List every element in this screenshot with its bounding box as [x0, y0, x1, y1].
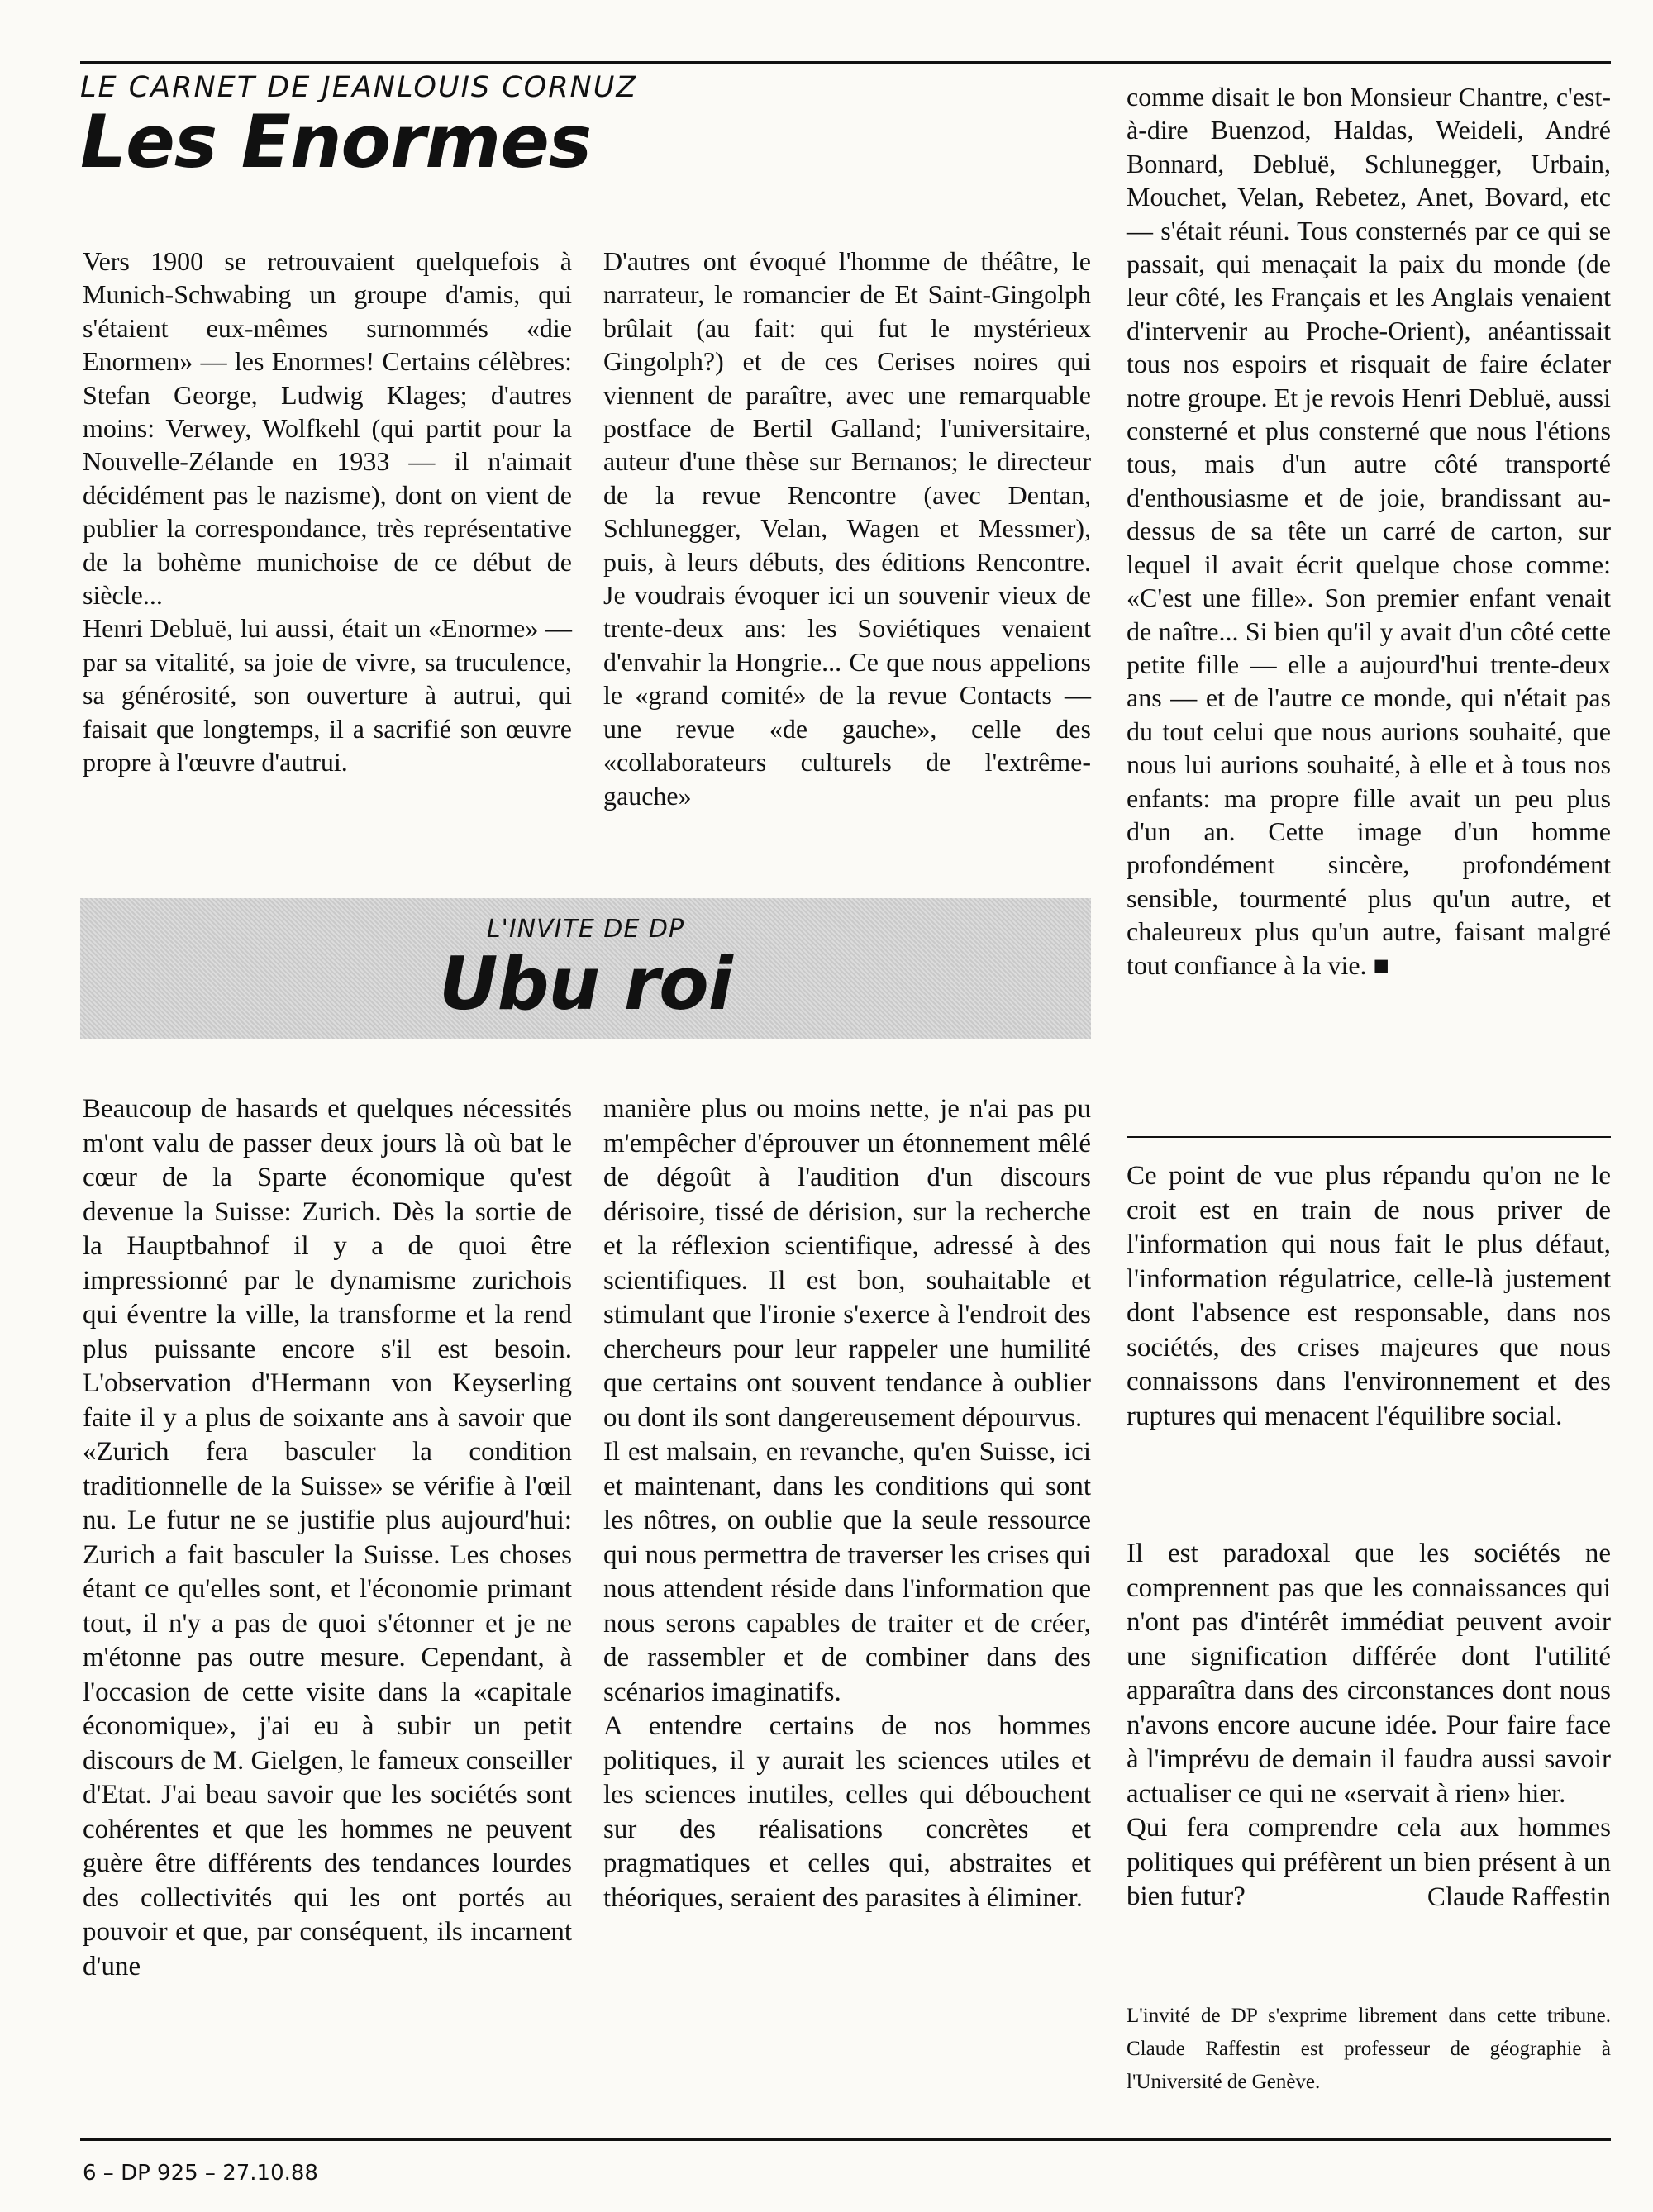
article1-column-1 [83, 245, 572, 852]
article2-column-1 [83, 1092, 572, 2109]
article1-paragraph: Henri Debluë, lui aussi, était un «Enorme» — par sa vitalité, sa joie de vivre, sa truculence, sa générosité, son ouverture à autrui, qui faisait que longtemps, il a sacrifié son œuvre propre à l'œuvre d'autrui. [83, 613, 572, 778]
article2-paragraph: Il est malsain, en revanche, qu'en Suisse, ici et maintenant, dans les conditions qui sont les nôtres, on oublie que la seule ressource qui nous permettra de traverser les crises qui nous attendent réside dans l'information que nous serons capables de traiter et de créer, de rassembler et de combiner dans des scénarios imaginatifs. [603, 1437, 1091, 1707]
article2-paragraph: Beaucoup de hasards et quelques nécessités m'ont valu de passer deux jours là où bat le cœur de la Sparte économique qu'est devenue la Suisse: Zurich. Dès la sortie de la Hauptbahnof il y a de quoi être impressionné par le dynamisme zurichois qui éventre la ville, la transforme et la rend plus puissante encore s'il est besoin. L'observation d'Hermann von Keyserling faite il y a plus de soixante ans à savoir que «Zurich fera basculer la condition traditionnelle de la Suisse» se vérifie à l'œil nu. Le futur ne se justifie plus aujourd'hui: Zurich a fait basculer la Suisse. Les choses étant ce qu'elles sont, et l'économie primant tout, il n'y a pas de quoi s'étonner et je ne m'étonne pas outre mesure. Cependant, à l'occasion de cette visite dans la «capitale économique», j'ai eu à subir un petit discours de M. Gielgen, le fameux conseiller d'Etat. J'ai beau savoir que les sociétés sont cohérentes et que les hommes ne peuvent guère être différents des tendances lourdes des collectivités qui les ont portés au pouvoir et que, par conséquent, ils incarnent d'une [83, 1094, 572, 1981]
page-footer: 6 – DP 925 – 27.10.88 [83, 2161, 318, 2186]
author-signature: Claude Raffestin [1427, 1882, 1611, 1912]
column-separator-rule [1127, 1136, 1611, 1138]
article2-column-3 [1127, 1159, 1611, 1535]
article1-paragraph: comme disait le bon Monsieur Chantre, c'est-à-dire Buenzod, Haldas, Weideli, André Bonnard, Debluë, Schlunegger, Urbain, Mouchet, Velan, Rebetez, Anet, Bovard, etc — s'était réuni. Tous consternés par ce qui se passait, qui menaçait la paix du monde (de leur côté, les Français et les Anglais venaient d'intervenir au Proche-Orient), anéantissait tous nos espoirs et risquait de faire éclater notre groupe. Et je revois Henri Debluë, aussi consterné et plus consterné que nous l'étions tous, mais d'un autre côté transporté d'enthousiasme et de joie, brandissant au-dessus de sa tête un carré de carton, sur lequel il avait écrit quelque chose comme: «C'est une fille». Son premier enfant venait de naître... Si bien qu'il y avait d'un côté cette petite fille — elle a aujourd'hui trente-deux ans — et de l'autre ce monde, qui n'était pas du tout celui que nous aurions souhaité, que nous lui aurions souhaité, à elle et à tous nos enfants: ma propre fille avait un peu plus d'un an. Cette image d'un homme profondément sincère, profondément sensible, tourmenté plus qu'un autre, et chaleureux plus qu'un autre, faisant malgré tout confiance à la vie. ■ [1127, 82, 1611, 980]
article2-paragraph: A entendre certains de nos hommes politiques, il y aurait les sciences utiles et les sciences inutiles, celles qui débouchent sur des réalisations concrètes et pragmatiques et celles qui, abstraites et théoriques, seraient des parasites à éliminer. [603, 1711, 1091, 1913]
article1-paragraph: D'autres ont évoqué l'homme de théâtre, le narrateur, le romancier de Et Saint-Gingolph brûlait (au fait: qui fut le mystérieux Gingolph?) et de ces Cerises noires qui viennent de paraître, avec une remarquable postface de Bertil Galland; l'universitaire, auteur d'une thèse sur Bernanos; le directeur de la revue Rencontre (avec Dentan, Schlunegger, Velan, Wagen et Messmer), puis, à leurs débuts, des éditions Rencontre. Je voudrais évoquer ici un souvenir vieux de trente-deux ans: les Soviétiques venaient d'envahir la Hongrie... Ce que nous appelions le «grand comité» de la revue Contacts — une revue «de gauche», celle des «collaborateurs culturels de l'extrême-gauche» [603, 246, 1091, 811]
article1-column-2 [603, 245, 1091, 852]
article1-column-3 [1127, 80, 1611, 1096]
article2-kicker: L'INVITE DE DP [486, 915, 685, 944]
article2-title: Ubu roi [439, 941, 732, 1026]
article1-kicker: LE CARNET DE JEANLOUIS CORNUZ [80, 71, 638, 104]
article2-paragraph: manière plus ou moins nette, je n'ai pas pu m'empêcher d'éprouver un étonnement mêlé de dégoût à l'audition d'un discours dérisoire, tissé de dérision, sur la recherche et la réflexion scientifique, adressé à des scientifiques. Il est bon, souhaitable et stimulant que l'ironie s'exerce à l'endroit des chercheurs pour leur rappeler une humilité que certains ont souvent tendance à oublier ou dont ils sont dangereusement dépourvus. [603, 1094, 1091, 1433]
article2-title-banner [80, 898, 1091, 1039]
article1-title: Les Enormes [80, 99, 592, 184]
article2-paragraph: Ce point de vue plus répandu qu'on ne le croit est en train de nous priver de l'information qui nous fait le plus défaut, l'information régulatrice, celle-là justement dont l'absence est responsable, dans nos sociétés, des crises majeures que nous connaissons dans l'environnement et des ruptures qui menacent l'équilibre social. [1127, 1161, 1611, 1431]
article2-paragraph: Qui fera comprendre cela aux hommes politiques qui préfèrent un bien présent à un bien futur? [1127, 1813, 1611, 1911]
author-note: L'invité de DP s'exprime librement dans cette tribune. Claude Raffestin est professeur de géographie à l'Université de Genève. [1127, 2005, 1611, 2093]
article2-paragraph: Il est paradoxal que les sociétés ne comprennent pas que les connaissances qui n'ont pas d'intérêt immédiat peuvent avoir une signification différée dont l'utilité apparaîtra dans des circonstances dont nous n'avons encore aucune idée. Pour faire face à l'imprévu de demain il faudra aussi savoir actualiser ce qui ne «servait à rien» hier. [1127, 1539, 1611, 1809]
article1-paragraph: Vers 1900 se retrouvaient quelquefois à Munich-Schwabing un groupe d'amis, qui s'étaient eux-mêmes surnommés «die Enormen» — les Enormes! Certains célèbres: Stefan George, Ludwig Klages; d'autres moins: Verwey, Wolfkehl (qui partit pour la Nouvelle-Zélande en 1933 — il n'aimait décidément pas le nazisme), dont on vient de publier la correspondance, très représentative de la bohème munichoise de ce début de siècle... [83, 246, 572, 611]
top-rule [80, 61, 1611, 64]
bottom-rule [80, 2138, 1611, 2141]
article2-column-2 [603, 1092, 1091, 2109]
